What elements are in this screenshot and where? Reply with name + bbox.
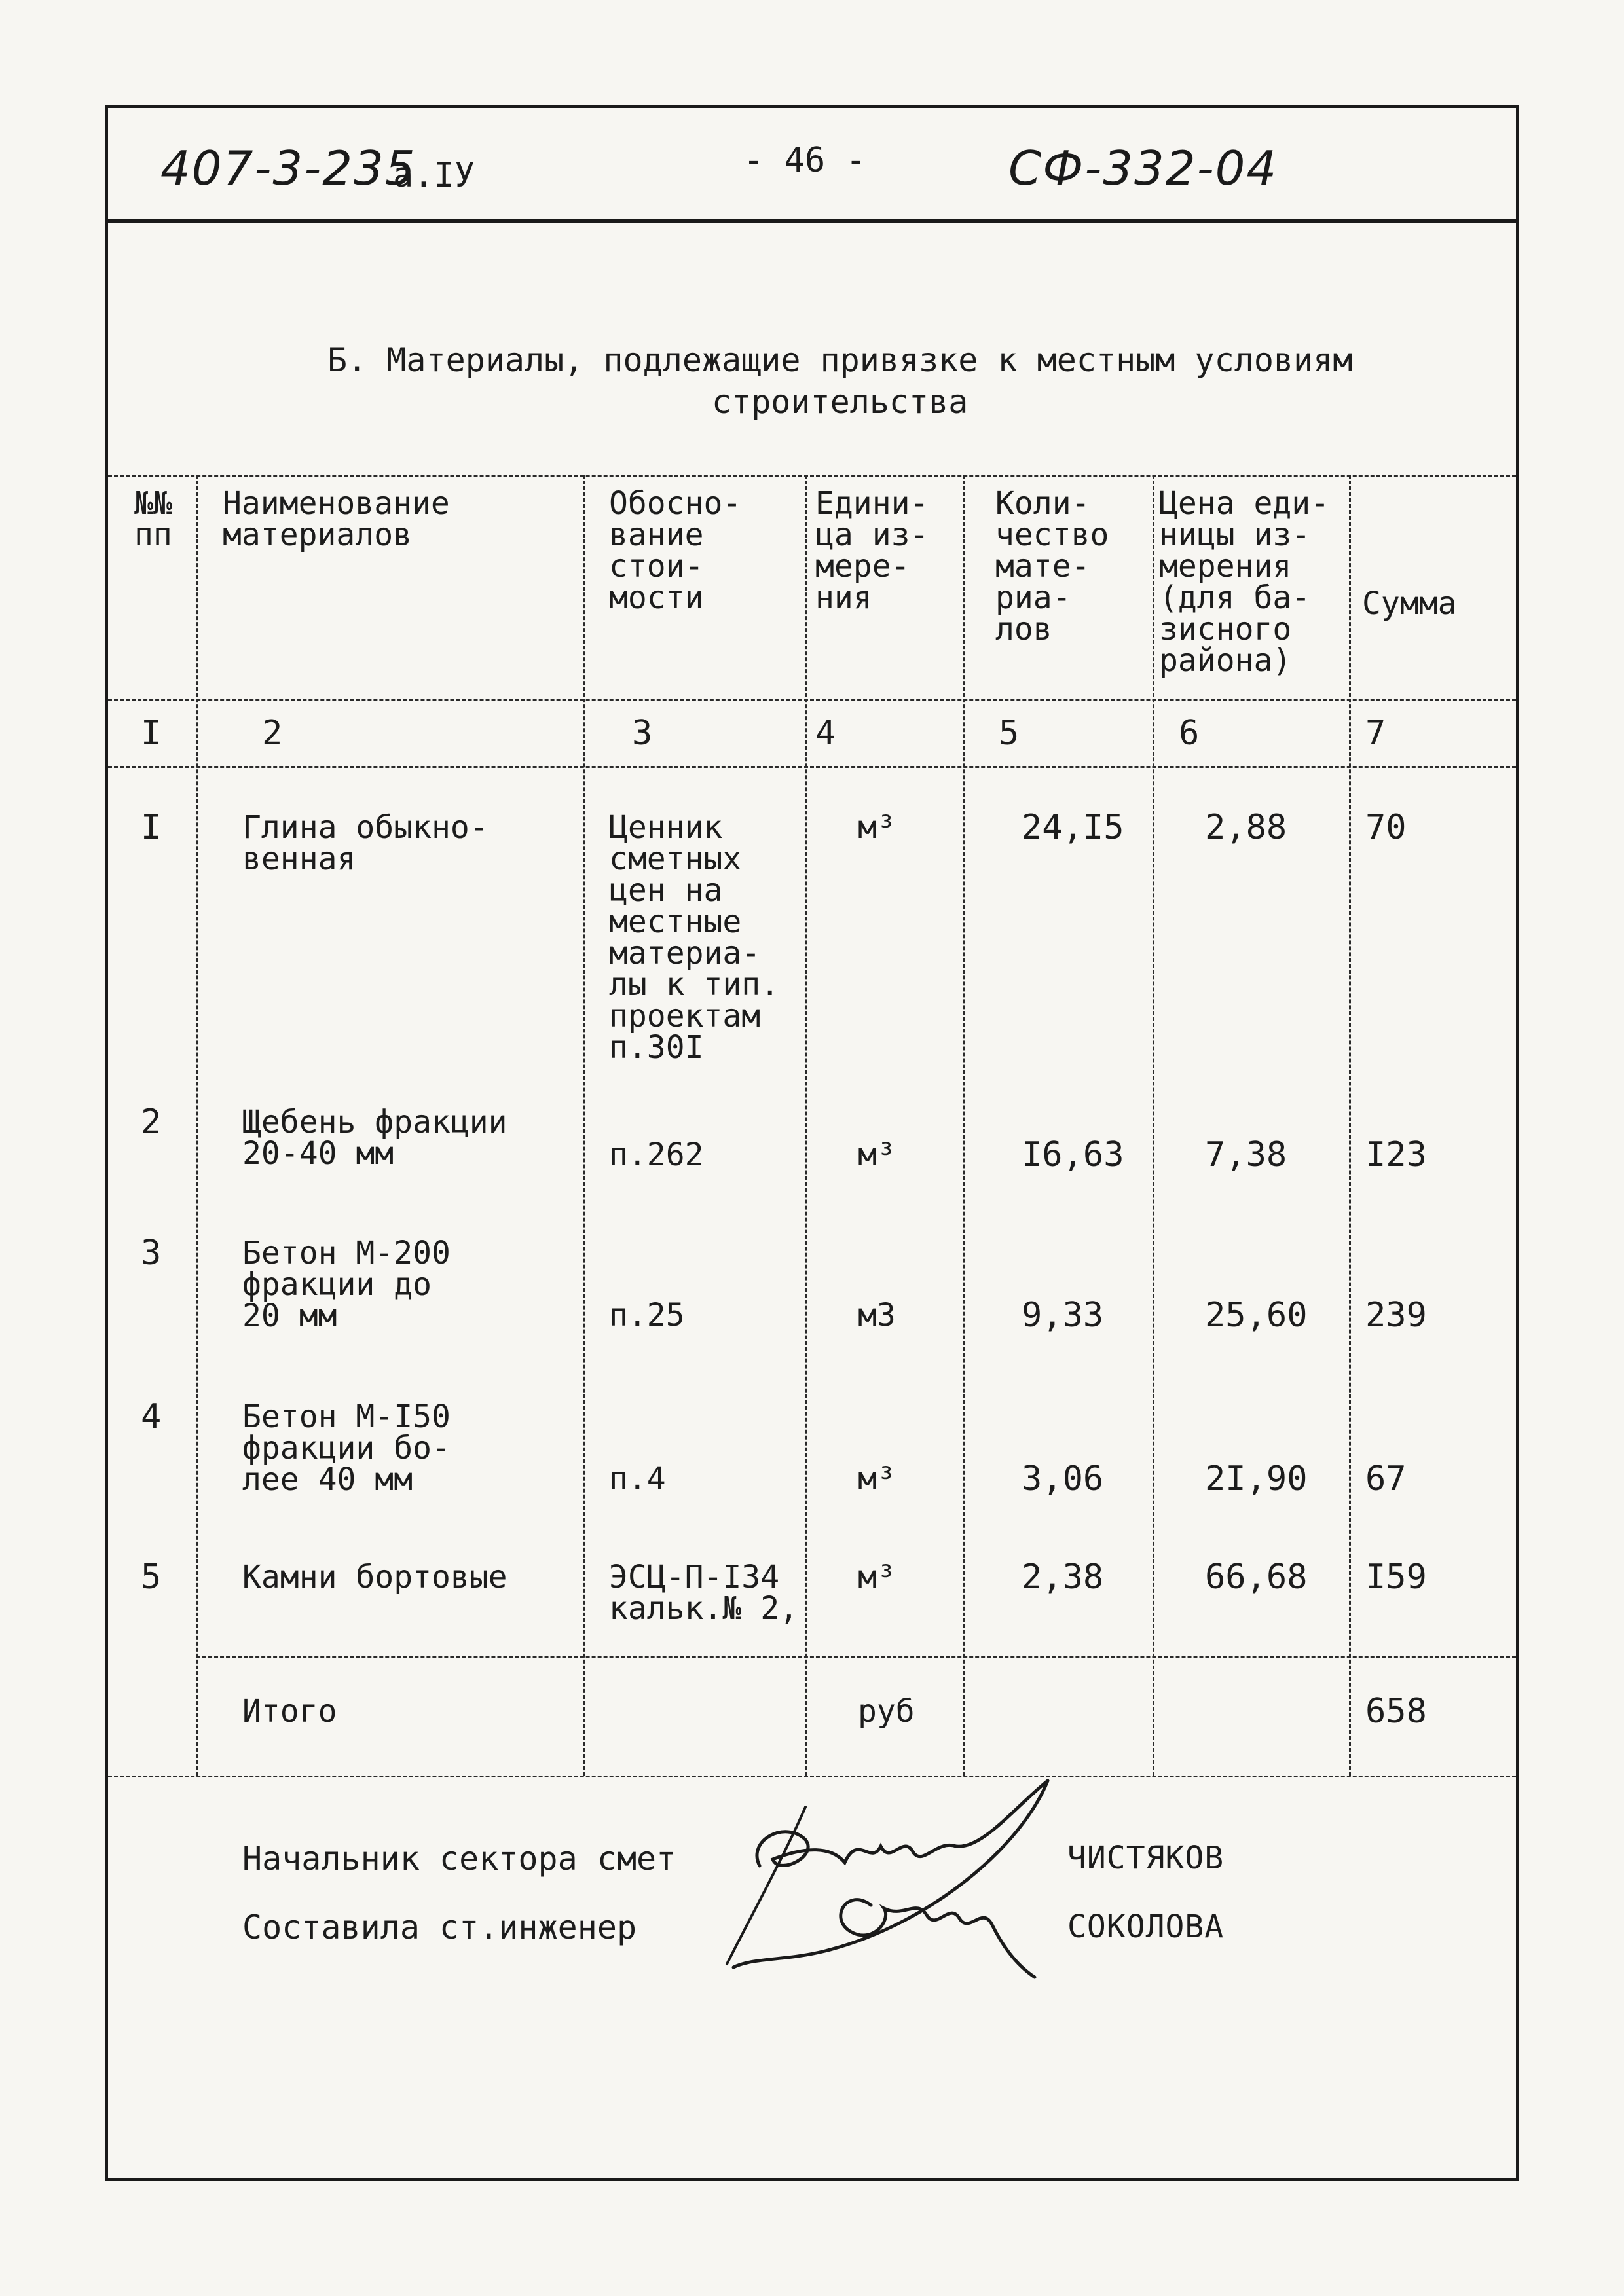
- sum: I59: [1365, 1558, 1427, 1597]
- material-name: Щебень фракции 20-40 мм: [242, 1104, 507, 1172]
- unit-price: 7,38: [1205, 1135, 1287, 1175]
- table-top-rule: [108, 475, 1516, 477]
- section-heading: [327, 340, 1352, 422]
- col-divider-5: [1153, 475, 1154, 1776]
- col-number-2: 2: [262, 714, 283, 753]
- quantity: 2,38: [1022, 1558, 1104, 1597]
- handwritten-signature: [707, 1768, 1074, 1997]
- sheet-code: СФ-332-04: [1008, 141, 1278, 196]
- col-header-name: Наименование материалов: [223, 485, 450, 553]
- col-header-sum: Сумма: [1362, 585, 1457, 622]
- unit: м³: [858, 809, 896, 846]
- section-heading-line1: Б. Материалы, подлежащие привязке к местным условиям: [327, 341, 1353, 379]
- unit: м³: [858, 1461, 896, 1497]
- col-number-7: 7: [1365, 714, 1386, 753]
- signatory-role-2: Составила ст.инженер: [242, 1908, 637, 1946]
- material-name: Бетон М-200 фракции до 20 мм: [242, 1235, 451, 1334]
- doc-code: 407-3-235: [160, 141, 416, 196]
- header-divider: [105, 219, 1519, 223]
- unit-price: 2I,90: [1205, 1459, 1308, 1499]
- total-label: Итого: [242, 1693, 337, 1730]
- col-header-number: №№ пп: [134, 485, 172, 553]
- signatory-role-1: Начальник сектора смет: [242, 1840, 676, 1878]
- signatory-name-2: СОКОЛОВА: [1067, 1908, 1225, 1945]
- cost-basis: п.262: [609, 1137, 704, 1173]
- total-sum: 658: [1365, 1692, 1427, 1731]
- section-heading-line2: строительства: [712, 383, 969, 421]
- total-unit: руб: [858, 1693, 915, 1730]
- col-number-1: I: [141, 714, 162, 753]
- quantity: 3,06: [1022, 1459, 1104, 1499]
- row-number: I: [141, 808, 162, 847]
- row-number: 3: [141, 1233, 162, 1273]
- col-divider-4: [963, 475, 965, 1776]
- col-divider-3: [805, 475, 807, 1776]
- unit: м³: [858, 1559, 896, 1595]
- col-header-basis: Обосно- вание стои- мости: [609, 485, 742, 616]
- col-divider-2: [583, 475, 585, 1776]
- unit: м3: [858, 1297, 896, 1334]
- col-header-price: Цена еди- ницы из- мерения (для ба- зисного района): [1159, 485, 1330, 679]
- cost-basis: ЭСЦ-П-I34 кальк.№ 2,: [609, 1559, 798, 1627]
- album-code: а.IУ: [393, 156, 475, 195]
- col-divider-6: [1349, 475, 1351, 1776]
- sum: I23: [1365, 1135, 1427, 1175]
- unit: м³: [858, 1137, 896, 1173]
- material-name: Глина обыкно- венная: [242, 809, 489, 877]
- signatory-name-1: ЧИСТЯКОВ: [1067, 1840, 1225, 1876]
- quantity: 24,I5: [1022, 808, 1124, 847]
- total-top-rule: [196, 1656, 1516, 1658]
- quantity: I6,63: [1022, 1135, 1124, 1175]
- sum: 70: [1365, 808, 1407, 847]
- row-number: 2: [141, 1102, 162, 1142]
- material-name: Камни бортовые: [242, 1559, 507, 1595]
- col-number-4: 4: [815, 714, 836, 753]
- col-header-unit: Едини- ца из- мере- ния: [815, 485, 929, 616]
- row-number: 5: [141, 1558, 162, 1597]
- col-divider-1: [196, 475, 198, 1776]
- cost-basis: п.25: [609, 1297, 685, 1334]
- cost-basis: Ценник сметных цен на местные материа- лы к тип. проектам п.30I: [609, 809, 780, 1066]
- unit-price: 66,68: [1205, 1558, 1308, 1597]
- col-number-5: 5: [999, 714, 1020, 753]
- unit-price: 25,60: [1205, 1296, 1308, 1335]
- sum: 67: [1365, 1459, 1407, 1499]
- col-number-6: 6: [1179, 714, 1200, 753]
- col-header-quantity: Коли- чество мате- риа- лов: [995, 485, 1109, 647]
- row-number: 4: [141, 1397, 162, 1436]
- unit-price: 2,88: [1205, 808, 1287, 847]
- column-numbers-rule: [108, 766, 1516, 768]
- header-bottom-rule: [108, 699, 1516, 701]
- material-name: Бетон М-I50 фракции бо- лее 40 мм: [242, 1398, 451, 1498]
- sum: 239: [1365, 1296, 1427, 1335]
- quantity: 9,33: [1022, 1296, 1104, 1335]
- cost-basis: п.4: [609, 1461, 666, 1497]
- page-number: - 46 -: [743, 141, 866, 180]
- col-number-3: 3: [632, 714, 653, 753]
